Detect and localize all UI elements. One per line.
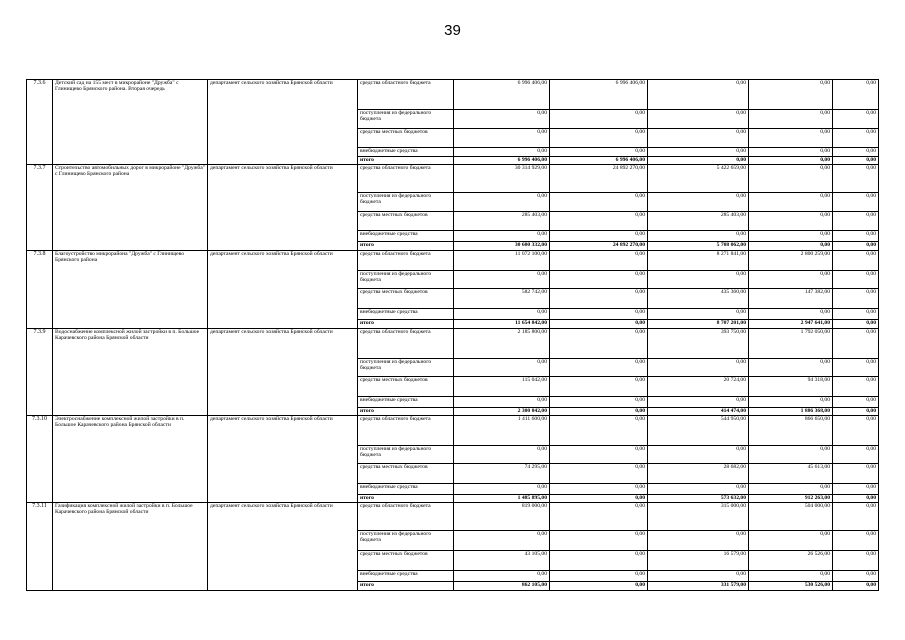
funding-source: средства местных бюджетов — [358, 464, 454, 484]
amount-cell: 0,00 — [648, 148, 749, 157]
amount-cell: 0,00 — [550, 416, 648, 446]
amount-cell: 6 996 406,00 — [550, 80, 648, 110]
amount-cell: 0,00 — [749, 531, 833, 551]
amount-cell: 1 485 895,00 — [454, 495, 550, 503]
responsible-department: департамент сельского хозяйства Брянской области — [208, 329, 358, 416]
funding-source: поступления из федерального бюджета — [358, 531, 454, 551]
table-row — [27, 251, 879, 271]
amount-cell: 74 295,00 — [454, 464, 550, 484]
amount-cell: 0,00 — [833, 495, 879, 503]
amount-cell: 1 411 600,00 — [454, 416, 550, 446]
funding-source: средства областного бюджета — [358, 165, 454, 193]
funding-source: итого — [358, 320, 454, 329]
amount-cell: 30 314 929,00 — [454, 165, 550, 193]
funding-source: внебюджетные средства — [358, 571, 454, 582]
funding-source: средства областного бюджета — [358, 416, 454, 446]
amount-cell: 5 708 062,00 — [648, 242, 749, 251]
project-code: 7.3.6 — [27, 80, 53, 165]
amount-cell: 862 105,00 — [454, 582, 550, 591]
amount-cell: 0,00 — [833, 464, 879, 484]
funding-source: внебюджетные средства — [358, 231, 454, 242]
amount-cell: 11 072 100,00 — [454, 251, 550, 271]
amount-cell: 0,00 — [749, 110, 833, 129]
amount-cell: 115 042,00 — [454, 377, 550, 397]
project-code: 7.3.10 — [27, 416, 53, 503]
amount-cell: 0,00 — [454, 129, 550, 148]
responsible-department: департамент сельского хозяйства Брянской области — [208, 503, 358, 591]
amount-cell: 0,00 — [648, 484, 749, 495]
amount-cell: 2 947 641,00 — [749, 320, 833, 329]
funding-source: средства областного бюджета — [358, 329, 454, 359]
amount-cell: 2 185 800,00 — [454, 329, 550, 359]
page-number: 39 — [444, 22, 461, 39]
amount-cell: 26 526,00 — [749, 551, 833, 571]
amount-cell: 0,00 — [648, 446, 749, 464]
amount-cell: 0,00 — [454, 446, 550, 464]
amount-cell: 0,00 — [550, 320, 648, 329]
amount-cell: 0,00 — [833, 416, 879, 446]
amount-cell: 0,00 — [550, 231, 648, 242]
funding-source: итого — [358, 408, 454, 416]
amount-cell: 6 996 406,00 — [550, 157, 648, 165]
amount-cell: 0,00 — [833, 503, 879, 531]
amount-cell: 1 886 368,00 — [749, 408, 833, 416]
project-name: Газификация комплексной жилой застройки в п. Большое Карачевского района Брянской области — [53, 503, 208, 591]
amount-cell: 0,00 — [833, 80, 879, 110]
amount-cell: 0,00 — [749, 242, 833, 251]
amount-cell: 0,00 — [550, 551, 648, 571]
amount-cell: 0,00 — [749, 157, 833, 165]
amount-cell: 0,00 — [550, 397, 648, 408]
amount-cell: 0,00 — [648, 231, 749, 242]
table-row — [27, 329, 879, 359]
amount-cell: 0,00 — [454, 231, 550, 242]
amount-cell: 0,00 — [550, 531, 648, 551]
amount-cell: 393 750,00 — [648, 329, 749, 359]
responsible-department: департамент сельского хозяйства Брянской области — [208, 165, 358, 251]
amount-cell: 414 474,00 — [648, 408, 749, 416]
amount-cell: 0,00 — [833, 582, 879, 591]
funding-source: средства областного бюджета — [358, 251, 454, 271]
amount-cell: 0,00 — [648, 359, 749, 377]
funding-source: итого — [358, 582, 454, 591]
funding-source: поступления из федерального бюджета — [358, 271, 454, 289]
amount-cell: 28 682,00 — [648, 464, 749, 484]
project-name: Строительство автомобильных дорог в микрорайоне "Дружба" с Глинищево Брянского района — [53, 165, 208, 251]
amount-cell: 573 632,00 — [648, 495, 749, 503]
amount-cell: 0,00 — [749, 193, 833, 212]
amount-cell: 0,00 — [454, 484, 550, 495]
amount-cell: 0,00 — [749, 571, 833, 582]
amount-cell: 0,00 — [833, 320, 879, 329]
amount-cell: 285 403,00 — [454, 212, 550, 231]
amount-cell: 0,00 — [454, 271, 550, 289]
amount-cell: 0,00 — [833, 110, 879, 129]
amount-cell: 0,00 — [454, 359, 550, 377]
amount-cell: 94 318,00 — [749, 377, 833, 397]
amount-cell: 0,00 — [749, 271, 833, 289]
amount-cell: 0,00 — [833, 193, 879, 212]
amount-cell: 285 403,00 — [648, 212, 749, 231]
amount-cell: 5 422 659,00 — [648, 165, 749, 193]
amount-cell: 2 300 842,00 — [454, 408, 550, 416]
funding-source: средства местных бюджетов — [358, 377, 454, 397]
responsible-department: департамент сельского хозяйства Брянской области — [208, 80, 358, 165]
amount-cell: 0,00 — [454, 571, 550, 582]
amount-cell: 331 579,00 — [648, 582, 749, 591]
amount-cell: 0,00 — [749, 484, 833, 495]
amount-cell: 866 650,00 — [749, 416, 833, 446]
funding-source: внебюджетные средства — [358, 397, 454, 408]
amount-cell: 0,00 — [749, 148, 833, 157]
amount-cell: 0,00 — [454, 193, 550, 212]
funding-source: поступления из федерального бюджета — [358, 193, 454, 212]
project-name: Благоустройство микрорайона "Дружба" с Глинищево Брянского района — [53, 251, 208, 329]
amount-cell: 0,00 — [749, 446, 833, 464]
amount-cell: 6 996 406,00 — [454, 157, 550, 165]
amount-cell: 0,00 — [833, 289, 879, 309]
funding-source: средства местных бюджетов — [358, 212, 454, 231]
responsible-department: департамент сельского хозяйства Брянской области — [208, 251, 358, 329]
amount-cell: 0,00 — [550, 446, 648, 464]
funding-source: средства областного бюджета — [358, 80, 454, 110]
amount-cell: 0,00 — [749, 80, 833, 110]
amount-cell: 0,00 — [833, 377, 879, 397]
funding-source: внебюджетные средства — [358, 484, 454, 495]
amount-cell: 0,00 — [749, 309, 833, 320]
amount-cell: 912 263,00 — [749, 495, 833, 503]
project-code: 7.3.11 — [27, 503, 53, 591]
amount-cell: 0,00 — [833, 571, 879, 582]
amount-cell: 0,00 — [550, 582, 648, 591]
amount-cell: 0,00 — [833, 329, 879, 359]
amount-cell: 0,00 — [550, 193, 648, 212]
funding-source: средства местных бюджетов — [358, 129, 454, 148]
table-row — [27, 503, 879, 531]
amount-cell: 0,00 — [749, 231, 833, 242]
funding-source: внебюджетные средства — [358, 148, 454, 157]
amount-cell: 0,00 — [550, 271, 648, 289]
amount-cell: 0,00 — [550, 377, 648, 397]
amount-cell: 0,00 — [550, 359, 648, 377]
amount-cell: 0,00 — [550, 212, 648, 231]
amount-cell: 2 800 259,00 — [749, 251, 833, 271]
amount-cell: 0,00 — [749, 397, 833, 408]
amount-cell: 0,00 — [550, 503, 648, 531]
funding-source: поступления из федерального бюджета — [358, 446, 454, 464]
amount-cell: 530 526,00 — [749, 582, 833, 591]
amount-cell: 435 360,00 — [648, 289, 749, 309]
amount-cell: 43 105,00 — [454, 551, 550, 571]
amount-cell: 6 996 406,00 — [454, 80, 550, 110]
amount-cell: 0,00 — [833, 231, 879, 242]
amount-cell: 0,00 — [833, 271, 879, 289]
amount-cell: 544 950,00 — [648, 416, 749, 446]
table-row — [27, 80, 879, 110]
funding-source: поступления из федерального бюджета — [358, 359, 454, 377]
amount-cell: 0,00 — [550, 495, 648, 503]
amount-cell: 0,00 — [833, 251, 879, 271]
funding-source: итого — [358, 242, 454, 251]
amount-cell: 0,00 — [833, 408, 879, 416]
amount-cell: 0,00 — [833, 212, 879, 231]
amount-cell: 0,00 — [454, 110, 550, 129]
amount-cell: 0,00 — [749, 212, 833, 231]
amount-cell: 0,00 — [833, 551, 879, 571]
amount-cell: 0,00 — [833, 165, 879, 193]
amount-cell: 0,00 — [833, 484, 879, 495]
amount-cell: 0,00 — [550, 251, 648, 271]
amount-cell: 0,00 — [833, 157, 879, 165]
amount-cell: 1 792 050,00 — [749, 329, 833, 359]
amount-cell: 504 000,00 — [749, 503, 833, 531]
amount-cell: 0,00 — [550, 148, 648, 157]
amount-cell: 0,00 — [833, 309, 879, 320]
project-code: 7.3.8 — [27, 251, 53, 329]
amount-cell: 0,00 — [833, 446, 879, 464]
amount-cell: 0,00 — [550, 289, 648, 309]
amount-cell: 0,00 — [833, 148, 879, 157]
amount-cell: 0,00 — [833, 359, 879, 377]
responsible-department: департамент сельского хозяйства Брянской области — [208, 416, 358, 503]
amount-cell: 147 382,00 — [749, 289, 833, 309]
amount-cell: 0,00 — [833, 129, 879, 148]
amount-cell: 20 724,00 — [648, 377, 749, 397]
amount-cell: 0,00 — [550, 571, 648, 582]
amount-cell: 0,00 — [648, 110, 749, 129]
amount-cell: 8 271 841,00 — [648, 251, 749, 271]
project-name: Электроснабжение комплексной жилой застройки в п. Большое Карачевского района Брянской области — [53, 416, 208, 503]
budget-table-body — [27, 80, 879, 591]
amount-cell: 0,00 — [454, 397, 550, 408]
amount-cell: 8 707 201,00 — [648, 320, 749, 329]
funding-source: итого — [358, 157, 454, 165]
funding-source: внебюджетные средства — [358, 309, 454, 320]
amount-cell: 16 579,00 — [648, 551, 749, 571]
project-code: 7.3.9 — [27, 329, 53, 416]
amount-cell: 0,00 — [454, 309, 550, 320]
amount-cell: 0,00 — [550, 129, 648, 148]
funding-source: средства областного бюджета — [358, 503, 454, 531]
amount-cell: 24 892 270,00 — [550, 165, 648, 193]
amount-cell: 0,00 — [648, 571, 749, 582]
amount-cell: 0,00 — [648, 397, 749, 408]
table-row — [27, 165, 879, 193]
amount-cell: 24 892 270,00 — [550, 242, 648, 251]
table-row — [27, 416, 879, 446]
amount-cell: 0,00 — [550, 484, 648, 495]
amount-cell: 582 742,00 — [454, 289, 550, 309]
amount-cell: 0,00 — [550, 110, 648, 129]
project-name: Детский сад на 155 мест в микрорайоне "Дружба" с Глинищево Брянского района. Вторая очередь — [53, 80, 208, 165]
amount-cell: 0,00 — [648, 309, 749, 320]
amount-cell: 11 654 842,00 — [454, 320, 550, 329]
amount-cell: 0,00 — [550, 408, 648, 416]
amount-cell: 0,00 — [749, 129, 833, 148]
funding-source: средства местных бюджетов — [358, 551, 454, 571]
project-name: Водоснабжение комплексной жилой застройки в п. Большое Карачевского района Брянской области — [53, 329, 208, 416]
project-code: 7.3.7 — [27, 165, 53, 251]
amount-cell: 45 613,00 — [749, 464, 833, 484]
amount-cell: 0,00 — [550, 309, 648, 320]
amount-cell: 819 000,00 — [454, 503, 550, 531]
amount-cell: 315 000,00 — [648, 503, 749, 531]
amount-cell: 0,00 — [648, 129, 749, 148]
amount-cell: 0,00 — [749, 359, 833, 377]
amount-cell: 0,00 — [833, 242, 879, 251]
amount-cell: 0,00 — [648, 531, 749, 551]
amount-cell: 0,00 — [648, 157, 749, 165]
amount-cell: 0,00 — [833, 531, 879, 551]
amount-cell: 0,00 — [454, 148, 550, 157]
amount-cell: 0,00 — [749, 165, 833, 193]
amount-cell: 0,00 — [648, 271, 749, 289]
funding-source: итого — [358, 495, 454, 503]
budget-table — [26, 79, 879, 591]
amount-cell: 0,00 — [648, 80, 749, 110]
funding-source: средства местных бюджетов — [358, 289, 454, 309]
amount-cell: 0,00 — [648, 193, 749, 212]
amount-cell: 0,00 — [833, 397, 879, 408]
amount-cell: 30 600 332,00 — [454, 242, 550, 251]
funding-source: поступления из федерального бюджета — [358, 110, 454, 129]
amount-cell: 0,00 — [550, 329, 648, 359]
amount-cell: 0,00 — [550, 464, 648, 484]
amount-cell: 0,00 — [454, 531, 550, 551]
